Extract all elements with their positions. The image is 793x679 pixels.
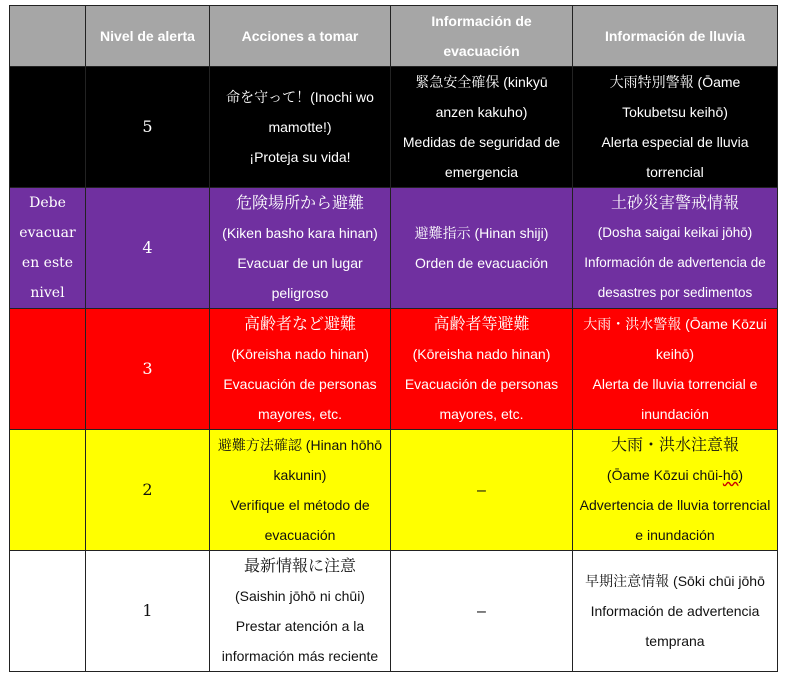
rain-reading-close: ) <box>738 467 744 483</box>
rain-text: Información de advertencia de desastres por sedimentos <box>584 255 766 300</box>
action-text: (Kōreisha nado hinan) <box>231 346 369 362</box>
group-cell-level-3 <box>10 309 86 430</box>
action-text: 最新情報に注意 <box>243 556 356 575</box>
rain-text: Advertencia de lluvia torrencial e inundación <box>579 497 771 543</box>
action-text: ¡Proteja su vida! <box>249 149 351 165</box>
level-value: 5 <box>142 117 153 136</box>
action-text: 命を守って！(Inochi wo mamotte!) <box>226 89 374 135</box>
header-rain: Información de lluvia <box>573 6 778 67</box>
level-cell-2 <box>86 430 210 551</box>
actions-cell-2 <box>210 430 391 551</box>
group-cell-level-2 <box>10 430 86 551</box>
evacuation-cell-4 <box>391 188 573 309</box>
table-row-level-1 <box>10 551 778 672</box>
empty-dash: – <box>477 602 486 620</box>
rain-cell-3 <box>573 309 778 430</box>
table-row-level-3 <box>10 309 778 430</box>
action-text: (Kiken basho kara hinan) <box>222 225 378 241</box>
evacuation-text: Medidas de seguridad de emergencia <box>402 134 561 180</box>
level-cell-4 <box>86 188 210 309</box>
rain-text: (Dosha saigai keikai jōhō) <box>597 225 753 240</box>
header-evacuation: Información de evacuación <box>391 6 573 67</box>
action-text: (Saishin jōhō ni chūi) <box>235 588 365 604</box>
table-row-level-4 <box>10 188 778 309</box>
group-note: Debe evacuar en este nivel <box>10 188 86 309</box>
rain-text: 大雨・洪水警報 (Ōame Kōzui keihō) <box>583 316 767 362</box>
table-row-level-2 <box>10 430 778 551</box>
rain-reading-spellcheck: hō <box>722 467 739 483</box>
action-text: 高齢者など避難 <box>243 314 356 333</box>
rain-text: 大雨特別警報 (Ōame Tokubetsu keihō) <box>609 74 741 120</box>
level-cell-3 <box>86 309 210 430</box>
level-cell-1 <box>86 551 210 672</box>
action-text: Verifique el método de evacuación <box>230 497 370 543</box>
evacuation-text: Orden de evacuación <box>414 255 549 271</box>
actions-cell-5 <box>210 67 391 188</box>
action-text: 危険場所から避難 <box>235 193 364 212</box>
rain-text: 大雨・洪水注意報 <box>610 435 739 454</box>
action-text: Prestar atención a la información más reciente <box>221 618 379 664</box>
rain-text: Información de advertencia temprana <box>590 603 760 649</box>
rain-text: Alerta especial de lluvia torrencial <box>601 134 749 180</box>
action-text: Evacuar de un lugar peligroso <box>237 255 363 301</box>
level-value: 4 <box>142 238 153 257</box>
evacuation-text: Evacuación de personas mayores, etc. <box>404 376 559 422</box>
rain-text: 土砂災害警戒情報 <box>610 193 739 212</box>
group-cell-level-1 <box>10 551 86 672</box>
evacuation-text: 緊急安全確保 (kinkyū anzen kakuho) <box>415 74 548 120</box>
rain-cell-1 <box>573 551 778 672</box>
level-value: 2 <box>142 480 153 499</box>
table-row-level-5 <box>10 67 778 188</box>
header-row <box>10 6 778 67</box>
evacuation-cell-5 <box>391 67 573 188</box>
header-actions: Acciones a tomar <box>210 6 391 67</box>
evacuation-cell-1 <box>391 551 573 672</box>
action-text: 避難方法確認 (Hinan hōhō kakunin) <box>217 437 383 483</box>
evacuation-text: (Kōreisha nado hinan) <box>412 346 551 362</box>
level-cell-5 <box>86 67 210 188</box>
evacuation-text: 避難指示 (Hinan shiji) <box>414 225 549 241</box>
action-text: Evacuación de personas mayores, etc. <box>223 376 377 422</box>
rain-cell-5 <box>573 67 778 188</box>
level-value: 3 <box>142 359 153 378</box>
actions-cell-4 <box>210 188 391 309</box>
rain-reading-part: (Ōame Kōzui chūi- <box>606 467 723 483</box>
level-value: 1 <box>142 601 153 620</box>
group-cell-level-5 <box>10 67 86 188</box>
rain-text: 早期注意情報 (Sōki chūi jōhō <box>585 573 765 589</box>
actions-cell-3 <box>210 309 391 430</box>
empty-dash: – <box>477 481 486 499</box>
actions-cell-1 <box>210 551 391 672</box>
header-level: Nivel de alerta <box>86 6 210 67</box>
alert-levels-table <box>9 5 778 672</box>
evacuation-cell-2 <box>391 430 573 551</box>
header-group <box>10 6 86 67</box>
rain-text: Alerta de lluvia torrencial e inundación <box>592 376 758 422</box>
rain-cell-2 <box>573 430 778 551</box>
evacuation-text: 高齢者等避難 <box>433 314 530 333</box>
rain-cell-4 <box>573 188 778 309</box>
rain-text-reading <box>577 460 773 490</box>
evacuation-cell-3 <box>391 309 573 430</box>
